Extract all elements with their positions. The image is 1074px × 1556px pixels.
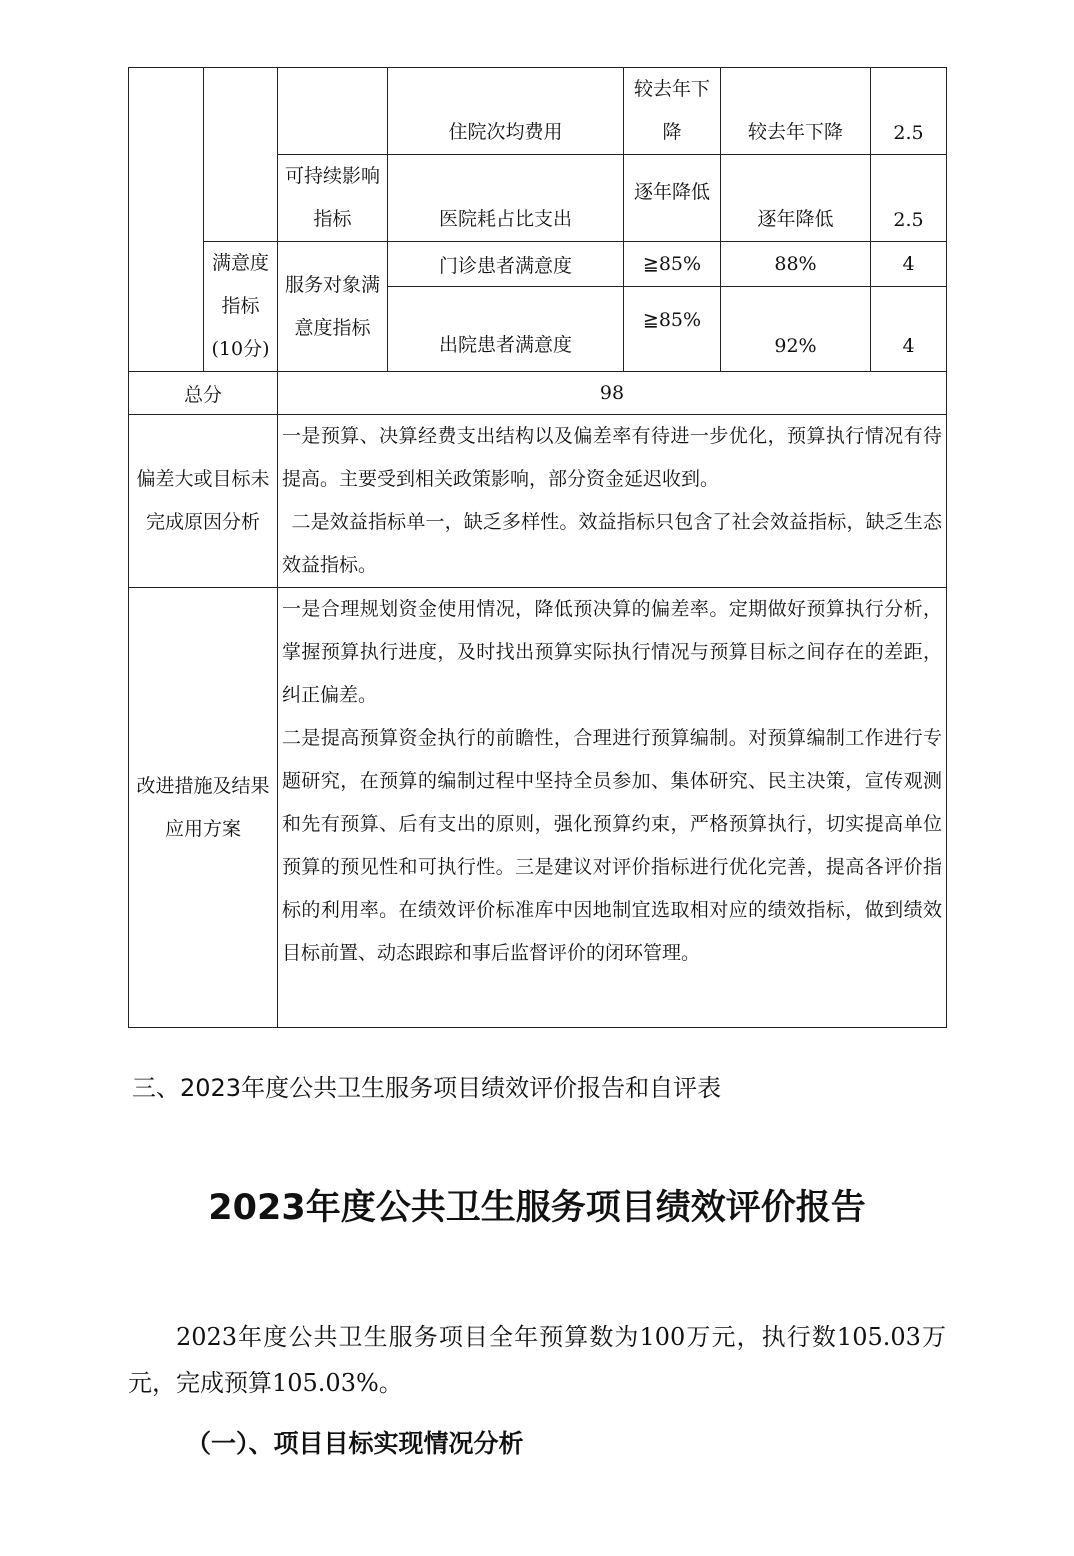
- target-cell: 较去年下降: [624, 68, 721, 155]
- report-title: 2023年度公共卫生服务项目绩效评价报告: [208, 1188, 866, 1228]
- indicator-cell: 出院患者满意度: [388, 287, 624, 372]
- empty-cell: [204, 68, 278, 242]
- improve-text: [278, 588, 947, 1028]
- satisfaction-group-cell: 满意度指标(10分): [204, 242, 278, 372]
- score-cell: 2.5: [871, 68, 947, 155]
- subheading: （一）、项目目标实现情况分析: [186, 1429, 524, 1458]
- score-cell: 2.5: [871, 155, 947, 242]
- empty-cell: [278, 68, 388, 155]
- performance-table: [128, 67, 947, 1028]
- report-paragraph: 2023年度公共卫生服务项目全年预算数为100万元，执行数105.03万元，完成预算105.03%。: [128, 1323, 946, 1397]
- target-cell: ≧85%: [624, 287, 721, 372]
- actual-cell: 92%: [721, 287, 871, 372]
- score-cell: 4: [871, 287, 947, 372]
- empty-cell: [129, 68, 204, 372]
- deviation-label: 偏差大或目标未完成原因分析: [129, 415, 278, 588]
- improve-label: 改进措施及结果应用方案: [129, 588, 278, 1028]
- actual-cell: 88%: [721, 242, 871, 287]
- deviation-paragraph-2: 二是效益指标单一，缺乏多样性。效益指标只包含了社会效益指标，缺乏生态效益指标。: [282, 511, 942, 576]
- improve-paragraph-1: 一是合理规划资金使用情况，降低预决算的偏差率。定期做好预算执行分析，掌握预算执行进度，及时找出预算实际执行情况与预算目标之间存在的差距，纠正偏差。: [282, 598, 942, 706]
- category-cell: 可持续影响指标: [278, 155, 388, 242]
- target-cell: ≧85%: [624, 242, 721, 287]
- satisfaction-category-cell: 服务对象满意度指标: [278, 242, 388, 372]
- target-cell: 逐年降低: [624, 155, 721, 242]
- indicator-cell: 住院次均费用: [388, 68, 624, 155]
- table-row: [129, 588, 947, 1028]
- indicator-cell: 门诊患者满意度: [388, 242, 624, 287]
- actual-cell: 逐年降低: [721, 155, 871, 242]
- indicator-cell: 医院耗占比支出: [388, 155, 624, 242]
- improve-paragraph-2: 二是提高预算资金执行的前瞻性，合理进行预算编制。对预算编制工作进行专题研究，在预算的编制过程中坚持全员参加、集体研究、民主决策，宣传观测和先有预算、后有支出的原则，强化预算约束，严格预算执行，切实提高单位预算的预见性和可执行性。三是建议对评价指标进行优化完善，提高各评价指标的利用率。在绩效评价标准库中因地制宜选取相对应的绩效指标，做到绩效目标前置、动态跟踪和事后监督评价的闭环管理。: [282, 727, 942, 964]
- deviation-paragraph-1: 一是预算、决算经费支出结构以及偏差率有待进一步优化，预算执行情况有待提高。主要受到相关政策影响，部分资金延迟收到。: [282, 425, 942, 490]
- table-row: [129, 68, 947, 155]
- total-value: 98: [278, 372, 947, 415]
- table-row: [129, 415, 947, 588]
- score-cell: 4: [871, 242, 947, 287]
- table-row: [129, 242, 947, 287]
- total-label: 总分: [129, 372, 278, 415]
- actual-cell: 较去年下降: [721, 68, 871, 155]
- table-row: [129, 372, 947, 415]
- deviation-text: [278, 415, 947, 588]
- section-heading: 三、2023年度公共卫生服务项目绩效评价报告和自评表: [132, 1074, 722, 1102]
